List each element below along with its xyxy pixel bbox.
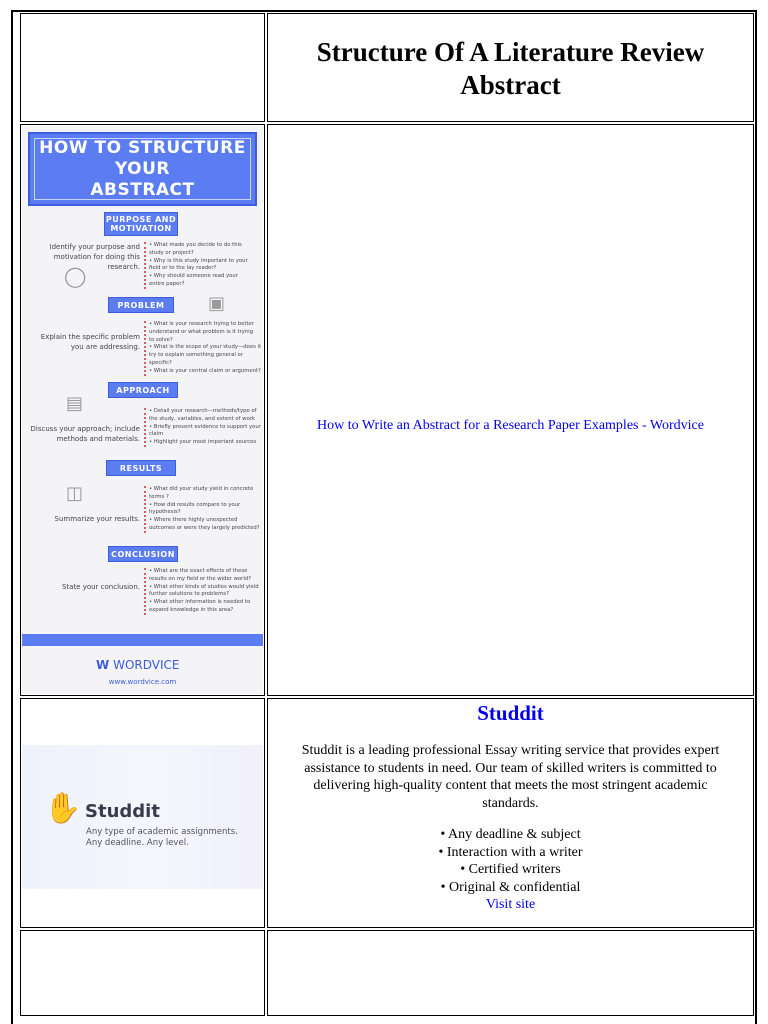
infographic-image [22,126,263,694]
tag-results: RESULTS [106,460,176,476]
visit-site-link[interactable]: Visit site [485,897,536,912]
problem-description: Explain the specific problem you are addressing. [40,333,140,351]
studdit-title-link[interactable]: Studdit [477,701,544,725]
wordvice-logo [96,658,179,672]
studdit-info-cell [267,698,754,928]
infographic-footer-bar [22,634,263,646]
studdit-features-list [268,826,753,896]
lightbulb-icon: ◯ [64,264,87,288]
results-questions: • What did your study yield in concrete terms ? • How did results compare to your hypothesis? • Where there highly unexpected outcomes or were they largely predicted? [144,486,260,533]
infographic-header [28,132,257,206]
tag-approach: APPROACH [108,382,178,398]
studdit-logo-text: Studdit [85,801,160,822]
conclusion-questions: • What are the exact effects of these results on my field or the wider world? • What other kinds of studies would yield further solutions to problems? • What other information is needed to expand knowledge in this area? [144,568,259,615]
studdit-tagline-1: Any type of academic assignments. [86,827,238,837]
clipboard-icon: ▤ [66,393,84,414]
approach-description: Discuss your approach; include methods and materials. [30,425,140,443]
purpose-questions: • What made you decide to do this study or project? • Why is this study important to your field or to the lay reader? • Why should someone read your entire paper? [144,242,248,289]
list-item: • Any deadline & subject [440,827,581,842]
studdit-banner-image[interactable] [22,745,263,889]
wordvice-article-link[interactable]: How to Write an Abstract for a Research Paper Examples - Wordvice [317,418,704,433]
tag-purpose-motivation: PURPOSE AND MOTIVATION [104,212,178,236]
header-left-cell [20,13,265,122]
empty-right-cell [267,930,754,1016]
infographic-title-line2: ABSTRACT [90,179,195,200]
article-table [11,10,757,1024]
purpose-description: Identify your purpose and motivation for doing this research. [49,243,140,271]
wordvice-brand: WORDVICE [113,658,180,672]
problem-questions: • What is your research trying to better understand or what problem is it trying to solve? • What is the scope of your study—does it try to explain something general or specific? • What is your central claim or argument? [144,321,261,376]
page-title [268,14,753,102]
list-item: • Interaction with a writer [438,844,583,860]
wordvice-url: www.wordvice.com [108,678,177,686]
tag-conclusion: CONCLUSION [108,546,178,562]
studdit-description: Studdit is a leading professional Essay writing service that provides expert assistance to students in need. Our team of skilled writers is committed to delivering high-quality content that meets the most stringent academic standards. [301,743,720,811]
infographic-title-line1: HOW TO STRUCTURE YOUR [39,137,246,179]
document-icon: ▣ [208,293,226,314]
link-cell [267,124,754,696]
empty-left-cell [20,930,265,1016]
conclusion-description: State your conclusion. [61,583,140,591]
studdit-image-cell [20,698,265,928]
list-item: • Original & confidential [440,879,581,895]
hand-icon: ✋ [44,791,82,826]
chart-icon: ◫ [66,483,84,504]
results-description: Summarize your results. [54,515,140,523]
tag-problem: PROBLEM [108,297,174,313]
wordvice-logo-icon: W [96,658,110,672]
page-title-line2: Abstract [460,70,561,100]
page-title-line1: Structure Of A Literature Review [316,37,705,67]
approach-questions: • Detail your research—methods/type of the study, variables, and extent of work • Briefly present evidence to support your claim • Highlight your most important sources [144,408,261,447]
header-title-cell [267,13,754,122]
list-item: • Certified writers [460,862,561,877]
infographic-cell [20,124,265,696]
studdit-tagline-2: Any deadline. Any level. [86,838,189,848]
